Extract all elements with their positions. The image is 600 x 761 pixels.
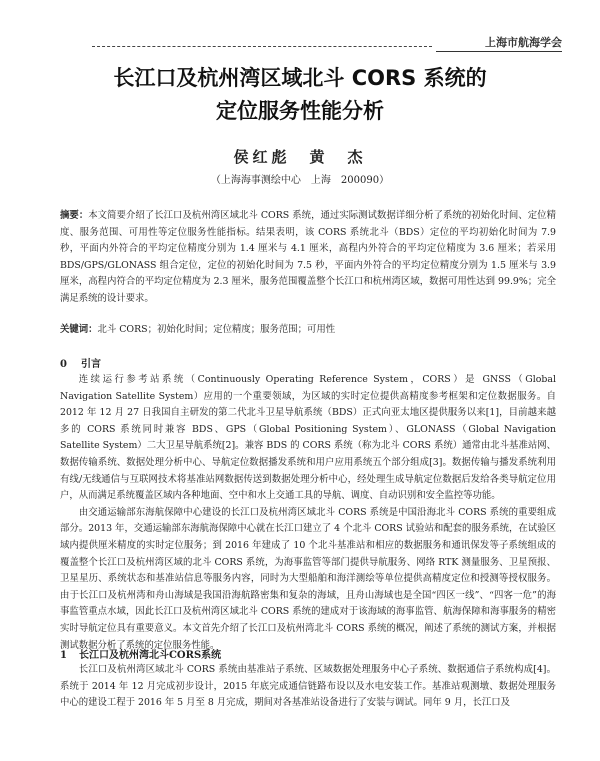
title-line-1: 长江口及杭州湾区域北斗 CORS 系统的 <box>113 66 487 90</box>
keywords-text: 北斗 CORS；初始化时间；定位精度；服务范围；可用性 <box>97 324 336 335</box>
paragraph: 连续运行参考站系统（Continuously Operating Reference System，CORS）是 GNSS（Global Navigation Satellite System）应用的一个重要领域，为区域的实时定位提供高精度参考框架和定位数据服务。自 2012 年 12 月 27 日我国自主研发的第二代北斗卫星导航系统（BDS）正式向亚太地区提供服务以来[1]，目前越来越多的 CORS 系统同时兼容 BDS、GPS（Global Positioning System）、GLONASS（Global Navigation Satellite System）二大卫星导航系统[2]。兼容 BDS 的 CORS 系统（称为北斗 CORS 系统）通常由北斗基准站网、数据传输系统、数据处理分析中心、导航定位数据播发系统和用户应用系统五个部分组成[3]。数据传输与播发系统利用有线/无线通信与互联网技术将基准站网数据传送到数据处理分析中心，经处理生成导航定位数据后发给各类导航定位用户，从而满足系统覆盖区域内各种地面、空中和水上交通工具的导航、调度、自动识别和安全监控等功能。 <box>60 374 556 502</box>
section-title: 引言 <box>80 359 101 370</box>
keywords-label: 关键词： <box>60 324 98 335</box>
introduction-body <box>60 372 556 654</box>
paragraph: 长江口及杭州湾区域北斗 CORS 系统由基准站子系统、区域数据处理服务中心子系统、数据通信子系统构成[4]。系统于 2014 年 12 月完成初步设计，2015 年底完成通信链路布设以及水电安装工作。基准站观测墩、数据处理服务中心的建设工程于 2016 年 5 月至 8 月完成，期间对各基准站设备进行了安装与调试。同年 9 月，长江口及 <box>60 664 556 709</box>
header-dashed-rule <box>92 46 432 47</box>
section-heading-system <box>60 646 221 661</box>
abstract-label: 摘要： <box>60 210 89 221</box>
paragraph: 由交通运输部东海航保障中心建设的长江口及杭州湾区域北斗 CORS 系统是中国沿海北斗 CORS 系统的重要组成部分。2013 年，交通运输部东海航海保障中心就在长江口建立了 4 个北斗 CORS 试验站和配套的服务系统，在试验区域内提供厘米精度的实时定位服务；到 2016 年建成了 10 个北斗基准站和相应的数据服务和通讯保发等子系统组成的覆盖整个长江口及杭州湾区域的北斗 CORS 系统，为海事监管等部门提供导航服务、网络 RTK 测量服务、卫星预报、卫星星历、系统状态和基准站信息等服务内容，同时为大型船舶和海洋测绘等单位提供高精度定位和授测等授权服务。由于长江口及杭州湾和舟山海域是我国沿海航路密集和复杂的海域，且舟山海域也是全国“四区一线”、“四客一危”的海事监管重点水域，因此长江口及杭州湾区域北斗 CORS 系统的建成对于该海域的海事监管、航海保障和海事服务的精密实时导航定位具有重要意义。本文首先介绍了长江口及杭州湾北斗 CORS 系统的概况，阐述了系统的测试方案，并根据测试数据分析了系统的定位服务性能。 <box>60 506 556 651</box>
journal-name: 上海市航海学会 <box>485 36 562 49</box>
abstract <box>60 208 556 308</box>
header-solid-rule <box>436 51 562 52</box>
section-number: 0 <box>60 359 67 370</box>
abstract-text: 本文简要介绍了长江口及杭州湾区域北斗 CORS 系统，通过实际测试数据详细分析了系统的初始化时间、定位精度、服务范围、可用性等定位服务性能指标。结果表明，该 CORS 系统北斗（BDS）定位的平均初始化时间为 7.9 秒，平面内外符合的平均定位精度分别为 1.4 厘米与 4.1 厘米，高程内外符合的平均定位精度为 3.6 厘米；若采用 BDS/GPS/GLONASS 组合定位，定位的初始化时间为 7.5 秒，平面内外符合的平均定位精度分别为 1.5 厘米与 3.9 厘米，高程内符合的平均定位精度为 2.3 厘米，服务范围覆盖整个长江口和杭州湾区域，数据可用性达到 99.9%；完全满足系统的设计要求。 <box>60 210 556 304</box>
section-heading-introduction <box>60 355 101 370</box>
title-line-2: 定位服务性能分析 <box>216 99 384 123</box>
section-title: 长江口及杭州湾北斗CORS系统 <box>78 650 222 661</box>
paper-title <box>0 62 600 128</box>
section1-body <box>60 662 556 712</box>
authors: 侯红彪 黄 杰 <box>233 148 367 166</box>
section-number: 1 <box>60 650 67 661</box>
keywords <box>60 322 556 338</box>
affiliation: （上海海事测绘中心 上海 200090） <box>210 175 390 186</box>
